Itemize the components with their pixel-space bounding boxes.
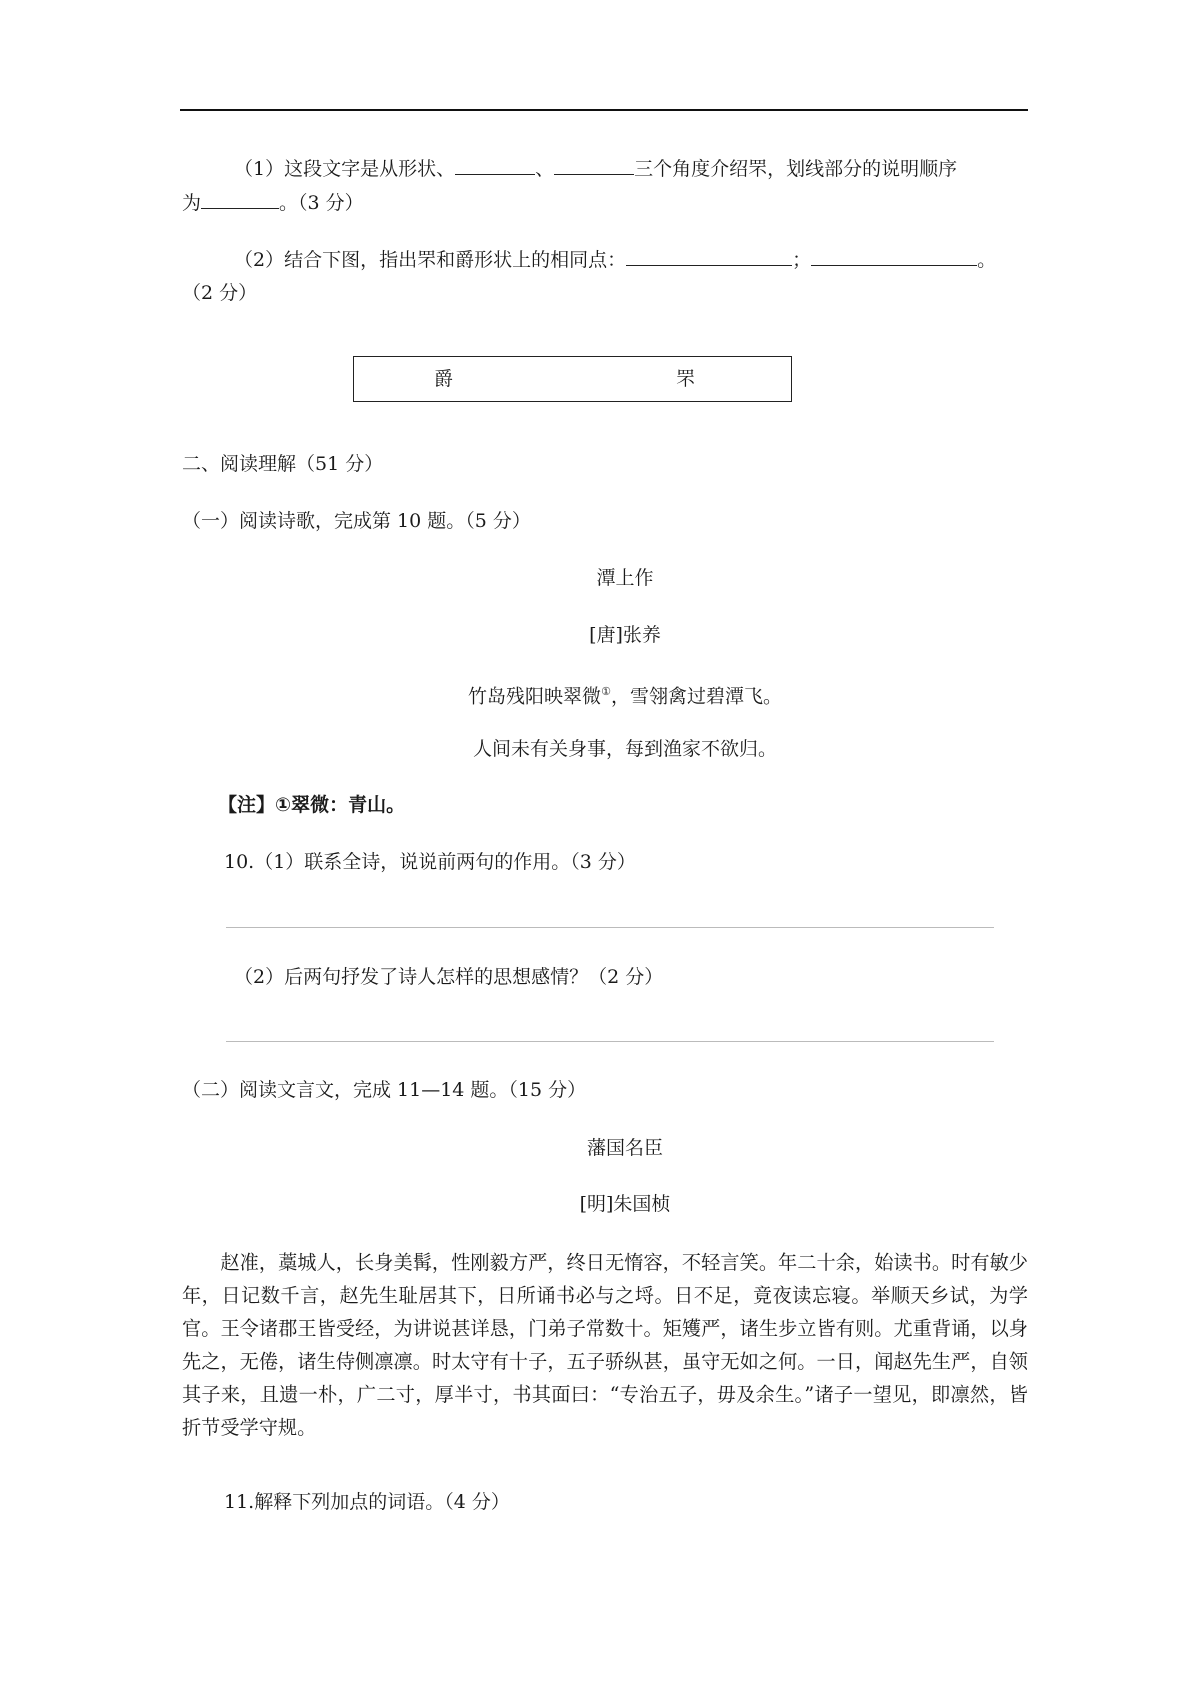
prose-passage: 赵准，藁城人，长身美髯，性刚毅方严，终日无惰容，不轻言笑。年二十余，始读书。时有敏少年，日记数千言，赵先生耻居其下，日所诵书必与之埒。日不足，竟夜读忘寝。举顺天乡试，为学官。王令诸郡王皆受经，为讲说甚详恳，门弟子常数十。矩矱严，诸生步立皆有则。尤重背诵，以身先之，无倦，诸生侍侧凛凛。时太守有十子，五子骄纵甚，虽守无如之何。一日，闻赵先生严，自领其子来，且遗一朴，广二寸，厚半寸，书其面曰：“专治五子，毋及余生。”诸子一望见，即凛然，皆折节受学守规。 bbox=[182, 1251, 1028, 1439]
answer-line[interactable] bbox=[226, 927, 994, 928]
q2-score: （2 分） bbox=[182, 282, 258, 304]
poem-line-1-rest: ，雪翎禽过碧潭飞。 bbox=[610, 685, 782, 708]
poem-author: [唐]张养 bbox=[589, 624, 661, 646]
answer-blank[interactable] bbox=[626, 247, 792, 266]
poem-line-2: 人间未有关身事，每到渔家不欲归。 bbox=[472, 738, 777, 760]
figure-box bbox=[353, 356, 792, 402]
figure-label-jue: 爵 bbox=[434, 368, 454, 390]
figure-label-jia: 罘 bbox=[676, 368, 696, 390]
section-heading: 二、阅读理解（51 分） bbox=[182, 453, 384, 475]
answer-blank[interactable] bbox=[554, 156, 634, 175]
answer-blank[interactable] bbox=[201, 190, 279, 209]
question-10-2: （2）后两句抒发了诗人怎样的思想感情？（2 分） bbox=[234, 966, 664, 988]
poem-line-1 bbox=[0, 680, 1200, 708]
subsection-1-heading: （一）阅读诗歌，完成第 10 题。（5 分） bbox=[182, 510, 531, 532]
q2-separator: ； bbox=[792, 249, 812, 271]
q1-separator: 、 bbox=[535, 158, 555, 180]
poem-line-1-text: 竹岛残阳映翠微 bbox=[468, 685, 602, 708]
poem-title: 潭上作 bbox=[596, 567, 654, 589]
question-10-1: 10.（1）联系全诗，说说前两句的作用。（3 分） bbox=[224, 851, 636, 873]
q1-score: 。（3 分） bbox=[279, 192, 364, 214]
q1-text-c: 为 bbox=[182, 192, 202, 214]
q1-text-a: （1）这段文字是从形状、 bbox=[234, 158, 456, 180]
answer-blank[interactable] bbox=[455, 156, 535, 175]
q2-period: 。 bbox=[977, 249, 997, 271]
poem-note: 【注】①翠微：青山。 bbox=[218, 794, 406, 816]
footnote-marker: ① bbox=[601, 685, 611, 698]
header-rule bbox=[180, 109, 1028, 111]
question-1-line-2 bbox=[182, 190, 364, 215]
subsection-2-heading: （二）阅读文言文，完成 11—14 题。（15 分） bbox=[182, 1079, 587, 1101]
q2-text: （2）结合下图，指出罘和爵形状上的相同点： bbox=[234, 249, 627, 271]
prose-author: [明]朱国桢 bbox=[579, 1193, 671, 1215]
q1-text-b: 三个角度介绍罘，划线部分的说明顺序 bbox=[634, 158, 958, 180]
question-2-line-1 bbox=[234, 247, 996, 272]
answer-line[interactable] bbox=[226, 1041, 994, 1042]
answer-blank[interactable] bbox=[811, 247, 977, 266]
question-1-line-1 bbox=[234, 156, 957, 181]
prose-title: 藩国名臣 bbox=[586, 1137, 663, 1159]
question-11: 11.解释下列加点的词语。（4 分） bbox=[224, 1491, 510, 1513]
